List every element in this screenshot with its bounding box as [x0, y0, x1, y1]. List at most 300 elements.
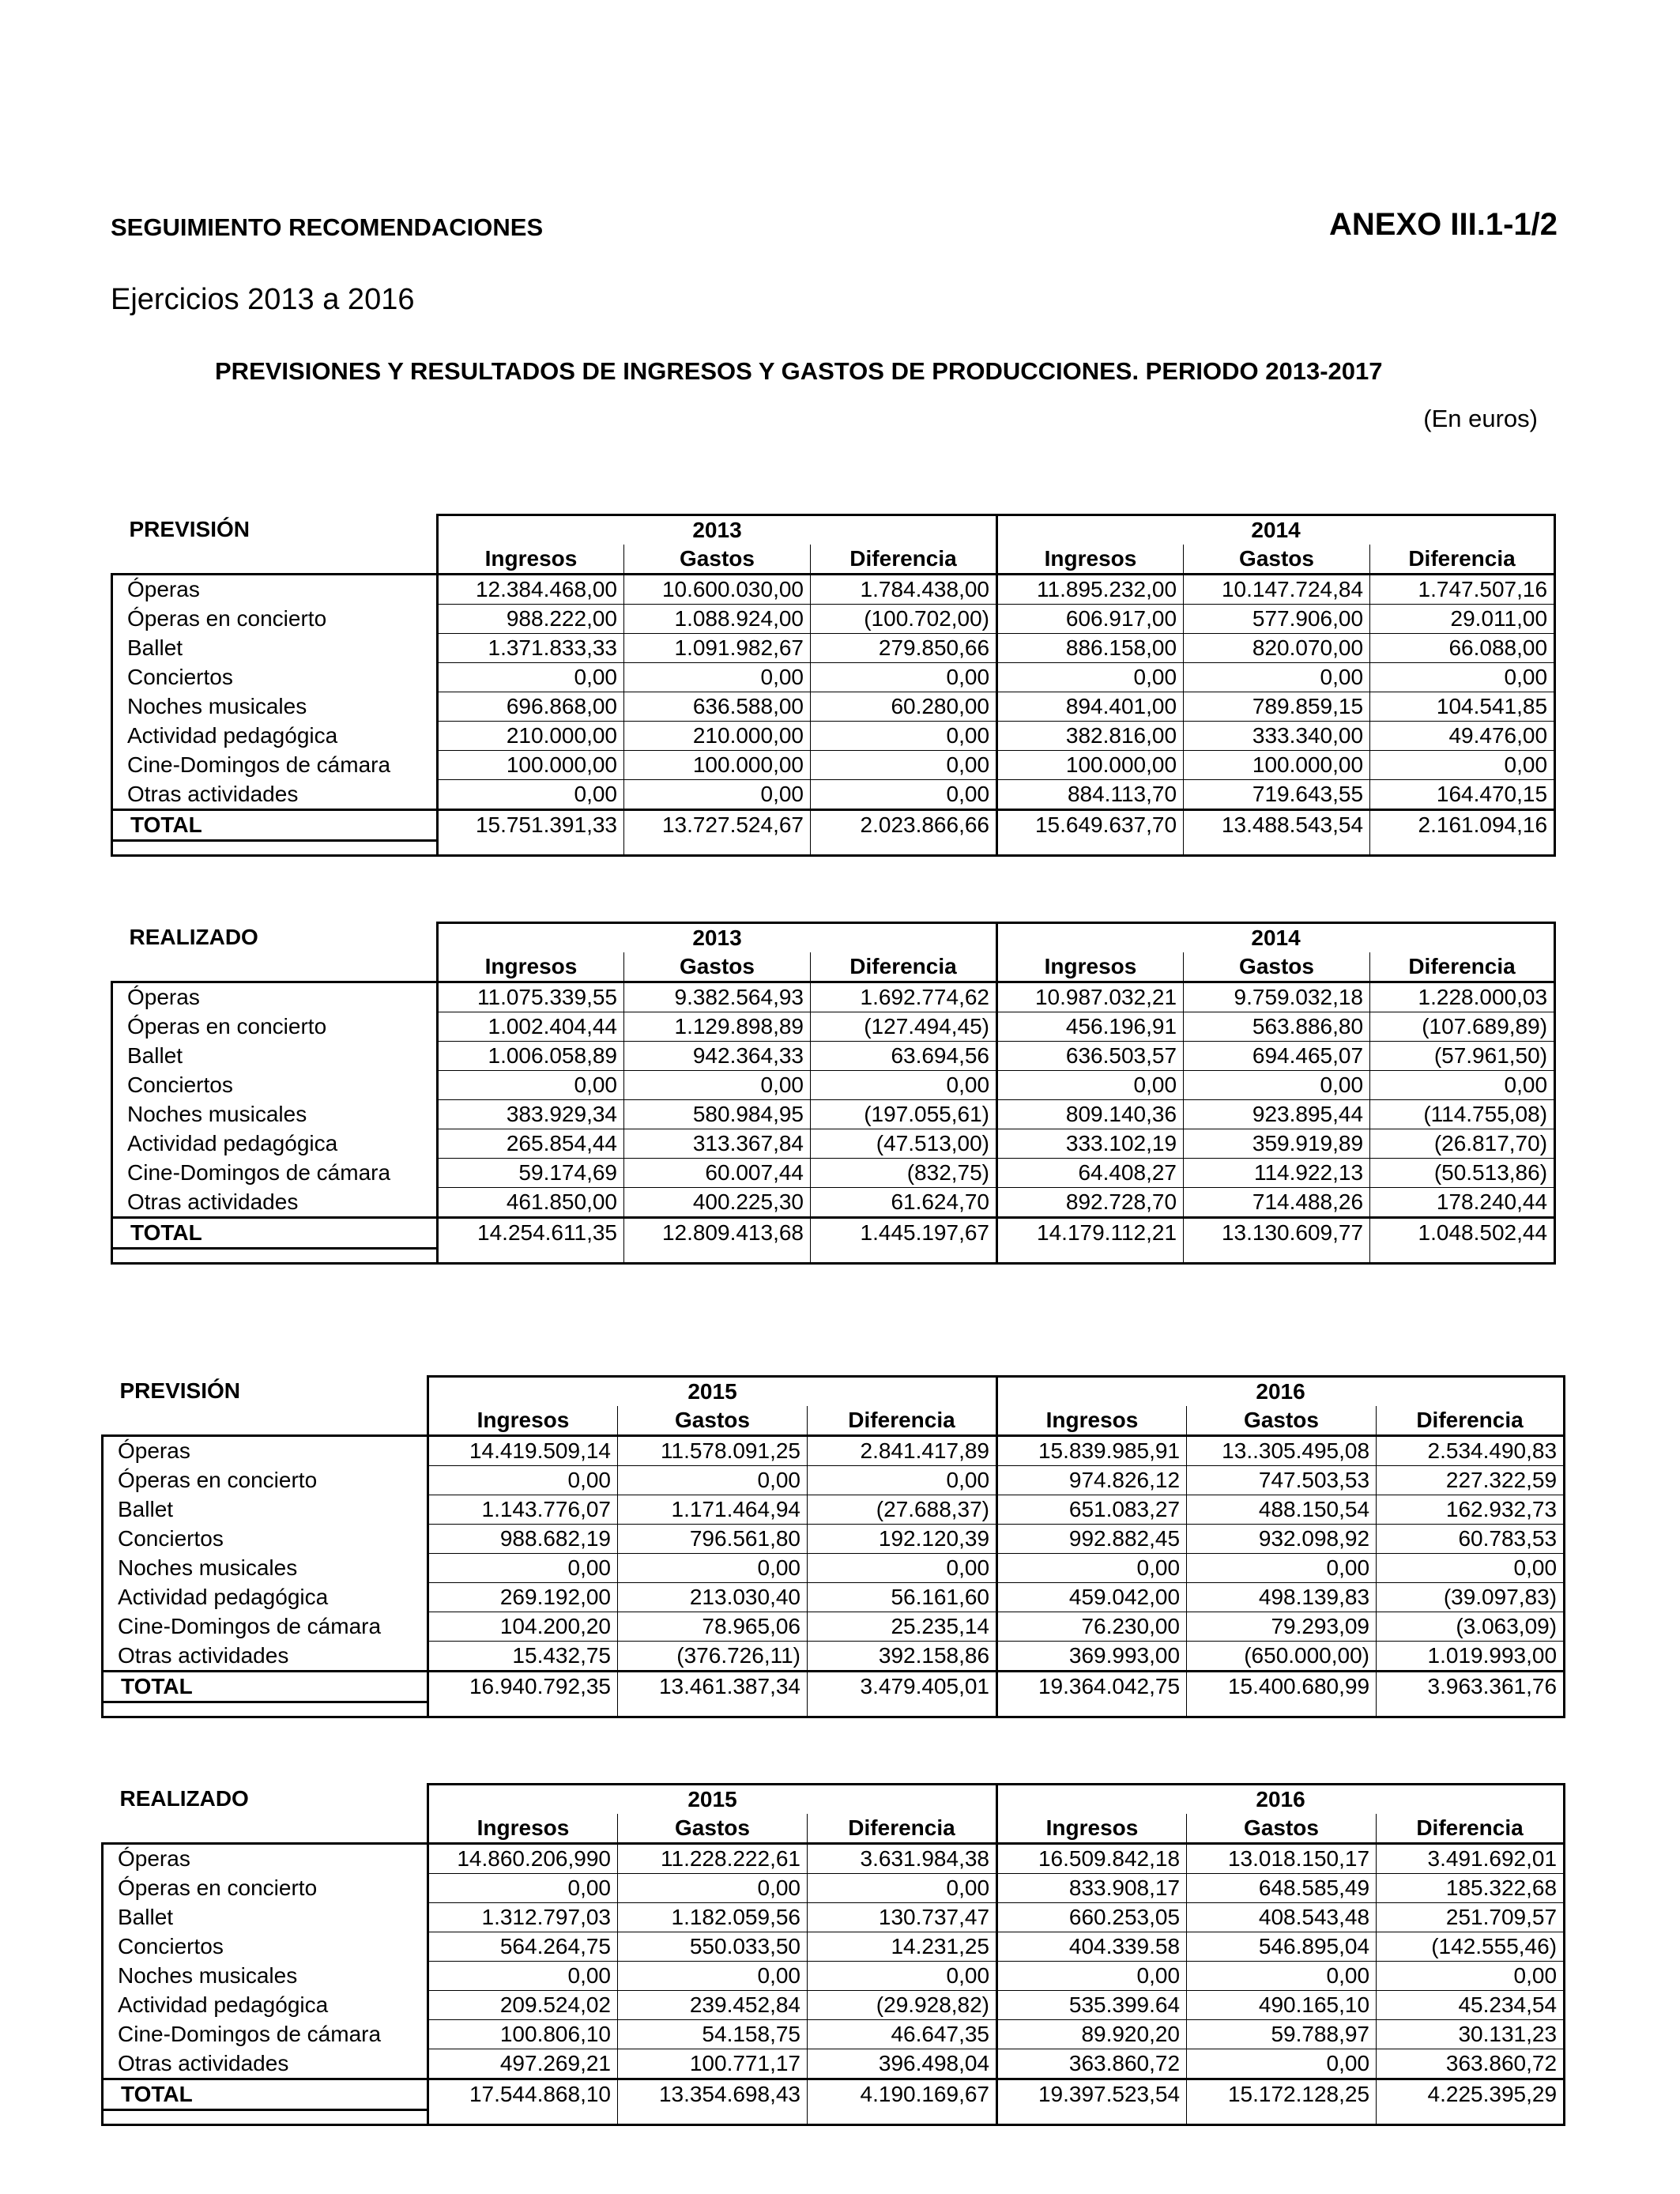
- cell-value: 0,00: [811, 722, 997, 751]
- row-label: Óperas en concierto: [112, 605, 438, 634]
- col-header-diferencia: Diferencia: [1377, 1814, 1565, 1844]
- cell-value: 488.150,54: [1187, 1495, 1377, 1525]
- row-label: Ballet: [112, 634, 438, 663]
- total-value: 12.809.413,68: [624, 1218, 811, 1249]
- table-realizado-2013-2014: [111, 922, 1554, 1265]
- cell-value: 333.102,19: [997, 1129, 1184, 1159]
- cell-value: 0,00: [997, 1962, 1187, 1991]
- cell-value: 114.922,13: [1184, 1159, 1370, 1188]
- cell-value: 1.182.059,56: [618, 1903, 808, 1932]
- row-label: Ballet: [112, 1042, 438, 1071]
- cell-value: 408.543,48: [1187, 1903, 1377, 1932]
- section-label: PREVISIÓN: [119, 1378, 240, 1404]
- row-label: Cine-Domingos de cámara: [103, 1612, 428, 1642]
- total-value: 1.048.502,44: [1370, 1218, 1555, 1249]
- cell-value: 1.371.833,33: [438, 634, 624, 663]
- row-label: Actividad pedagógica: [103, 1991, 428, 2020]
- row-label: Ballet: [103, 1495, 428, 1525]
- cell-value: 30.131,23: [1377, 2020, 1565, 2049]
- table-row: [112, 1159, 1555, 1188]
- cell-value: 1.692.774,62: [811, 982, 997, 1012]
- total-label: TOTAL: [103, 2079, 428, 2110]
- row-label: Noches musicales: [103, 1554, 428, 1583]
- row-label: Óperas: [103, 1844, 428, 1874]
- col-header-gastos: Gastos: [1187, 1406, 1377, 1436]
- header-left: SEGUIMIENTO RECOMENDACIONES: [111, 213, 544, 241]
- total-value: 19.397.523,54: [997, 2079, 1187, 2110]
- row-label: Óperas en concierto: [112, 1012, 438, 1042]
- col-header-diferencia: Diferencia: [1377, 1406, 1565, 1436]
- cell-value: 0,00: [428, 1962, 618, 1991]
- cell-value: (100.702,00): [811, 605, 997, 634]
- cell-value: 0,00: [1184, 1071, 1370, 1100]
- cell-value: 833.908,17: [997, 1874, 1187, 1903]
- row-label: Óperas: [112, 575, 438, 605]
- cell-value: 100.000,00: [997, 751, 1184, 780]
- cell-value: (50.513,86): [1370, 1159, 1555, 1188]
- total-value: 4.225.395,29: [1377, 2079, 1565, 2110]
- total-label: TOTAL: [112, 810, 438, 841]
- cell-value: 0,00: [808, 1466, 997, 1495]
- table-row: [103, 1932, 1565, 1962]
- table-row: [112, 751, 1555, 780]
- total-value: 13.461.387,34: [618, 1672, 808, 1702]
- cell-value: 694.465,07: [1184, 1042, 1370, 1071]
- row-label: Otras actividades: [112, 1188, 438, 1218]
- cell-value: (57.961,50): [1370, 1042, 1555, 1071]
- cell-value: 796.561,80: [618, 1525, 808, 1554]
- cell-value: 46.647,35: [808, 2020, 997, 2049]
- cell-value: 64.408,27: [997, 1159, 1184, 1188]
- cell-value: 546.895,04: [1187, 1932, 1377, 1962]
- cell-value: 45.234,54: [1377, 1991, 1565, 2020]
- cell-value: 396.498,04: [808, 2049, 997, 2079]
- cell-value: 210.000,00: [624, 722, 811, 751]
- total-row: [112, 810, 1555, 841]
- cell-value: 1.228.000,03: [1370, 982, 1555, 1012]
- cell-value: (142.555,46): [1377, 1932, 1565, 1962]
- col-header-gastos: Gastos: [1187, 1814, 1377, 1844]
- total-value: 13.354.698,43: [618, 2079, 808, 2110]
- cell-value: 164.470,15: [1370, 780, 1555, 810]
- cell-value: 333.340,00: [1184, 722, 1370, 751]
- cell-value: 392.158,86: [808, 1642, 997, 1672]
- cell-value: 100.771,17: [618, 2049, 808, 2079]
- row-label: Noches musicales: [103, 1962, 428, 1991]
- cell-value: 0,00: [624, 663, 811, 692]
- cell-value: 0,00: [438, 780, 624, 810]
- cell-value: 0,00: [997, 1554, 1187, 1583]
- units-note: (En euros): [1423, 405, 1538, 432]
- total-value: 15.172.128,25: [1187, 2079, 1377, 2110]
- cell-value: 10.987.032,21: [997, 982, 1184, 1012]
- cell-value: 11.895.232,00: [997, 575, 1184, 605]
- row-label: Otras actividades: [112, 780, 438, 810]
- table-row: [103, 1495, 1565, 1525]
- cell-value: 459.042,00: [997, 1583, 1187, 1612]
- section-label: REALIZADO: [129, 925, 258, 950]
- table-row: [103, 2049, 1565, 2079]
- year-header: 2015: [428, 1377, 997, 1407]
- cell-value: 313.367,84: [624, 1129, 811, 1159]
- col-header-diferencia: Diferencia: [811, 952, 997, 982]
- cell-value: 59.788,97: [1187, 2020, 1377, 2049]
- col-header-ingresos: Ingresos: [997, 1406, 1187, 1436]
- table-prevision-2015-2016: [101, 1375, 1563, 1718]
- col-header-gastos: Gastos: [624, 545, 811, 575]
- cell-value: 185.322,68: [1377, 1874, 1565, 1903]
- cell-value: 942.364,33: [624, 1042, 811, 1071]
- cell-value: 0,00: [997, 1071, 1184, 1100]
- cell-value: 497.269,21: [428, 2049, 618, 2079]
- cell-value: 60.280,00: [811, 692, 997, 722]
- table-realizado-2015-2016: [101, 1783, 1563, 2126]
- cell-value: (197.055,61): [811, 1100, 997, 1129]
- col-header-ingresos: Ingresos: [438, 545, 624, 575]
- annex-code: ANEXO III.1-1/2: [1329, 207, 1558, 242]
- col-header-diferencia: Diferencia: [1370, 952, 1555, 982]
- year-header: 2013: [438, 923, 997, 953]
- cell-value: (26.817,70): [1370, 1129, 1555, 1159]
- cell-value: (3.063,09): [1377, 1612, 1565, 1642]
- cell-value: 0,00: [428, 1554, 618, 1583]
- row-label: Conciertos: [112, 663, 438, 692]
- cell-value: 16.509.842,18: [997, 1844, 1187, 1874]
- total-value: 19.364.042,75: [997, 1672, 1187, 1702]
- cell-value: (114.755,08): [1370, 1100, 1555, 1129]
- table-row: [112, 722, 1555, 751]
- year-header: 2015: [428, 1785, 997, 1815]
- cell-value: 59.174,69: [438, 1159, 624, 1188]
- section-label: REALIZADO: [119, 1786, 249, 1811]
- cell-value: 0,00: [428, 1466, 618, 1495]
- page-title: PREVISIONES Y RESULTADOS DE INGRESOS Y GASTOS DE PRODUCCIONES. PERIODO 2013-2017: [215, 357, 1383, 385]
- cell-value: 992.882,45: [997, 1525, 1187, 1554]
- cell-value: 15.839.985,91: [997, 1436, 1187, 1466]
- col-header-ingresos: Ingresos: [438, 952, 624, 982]
- col-header-gastos: Gastos: [1184, 952, 1370, 982]
- cell-value: 651.083,27: [997, 1495, 1187, 1525]
- table-row: [103, 1466, 1565, 1495]
- cell-value: 363.860,72: [1377, 2049, 1565, 2079]
- cell-value: 404.339.58: [997, 1932, 1187, 1962]
- cell-value: 0,00: [1377, 1962, 1565, 1991]
- total-value: 13.488.543,54: [1184, 810, 1370, 841]
- cell-value: 49.476,00: [1370, 722, 1555, 751]
- table-row: [103, 2020, 1565, 2049]
- cell-value: 0,00: [624, 780, 811, 810]
- table-row: [112, 1188, 1555, 1218]
- row-label: Óperas en concierto: [103, 1874, 428, 1903]
- cell-value: 100.000,00: [438, 751, 624, 780]
- cell-value: 1.143.776,07: [428, 1495, 618, 1525]
- col-header-diferencia: Diferencia: [808, 1814, 997, 1844]
- cell-value: 0,00: [808, 1874, 997, 1903]
- cell-value: 892.728,70: [997, 1188, 1184, 1218]
- total-value: 2.023.866,66: [811, 810, 997, 841]
- cell-value: 714.488,26: [1184, 1188, 1370, 1218]
- cell-value: 279.850,66: [811, 634, 997, 663]
- year-header: 2016: [997, 1377, 1565, 1407]
- table-row: [112, 575, 1555, 605]
- total-row: [103, 1672, 1565, 1702]
- cell-value: 0,00: [1370, 751, 1555, 780]
- cell-value: (376.726,11): [618, 1642, 808, 1672]
- table-prevision-2013-2014: [111, 514, 1554, 857]
- cell-value: 54.158,75: [618, 2020, 808, 2049]
- row-label: Cine-Domingos de cámara: [112, 1159, 438, 1188]
- cell-value: 0,00: [1184, 663, 1370, 692]
- table-row: [112, 1042, 1555, 1071]
- cell-value: 15.432,75: [428, 1642, 618, 1672]
- cell-value: 550.033,50: [618, 1932, 808, 1962]
- cell-value: 11.578.091,25: [618, 1436, 808, 1466]
- cell-value: 606.917,00: [997, 605, 1184, 634]
- cell-value: (127.494,45): [811, 1012, 997, 1042]
- col-header-diferencia: Diferencia: [1370, 545, 1555, 575]
- cell-value: 56.161,60: [808, 1583, 997, 1612]
- cell-value: 383.929,34: [438, 1100, 624, 1129]
- table-row: [103, 1525, 1565, 1554]
- cell-value: 0,00: [808, 1554, 997, 1583]
- row-label: Noches musicales: [112, 692, 438, 722]
- cell-value: 0,00: [1187, 2049, 1377, 2079]
- cell-value: 209.524,02: [428, 1991, 618, 2020]
- cell-value: 1.129.898,89: [624, 1012, 811, 1042]
- table-row: [103, 1874, 1565, 1903]
- cell-value: 886.158,00: [997, 634, 1184, 663]
- cell-value: 10.600.030,00: [624, 575, 811, 605]
- section-label: PREVISIÓN: [129, 517, 250, 542]
- cell-value: 265.854,44: [438, 1129, 624, 1159]
- cell-value: 29.011,00: [1370, 605, 1555, 634]
- cell-value: 884.113,70: [997, 780, 1184, 810]
- cell-value: 104.200,20: [428, 1612, 618, 1642]
- table-row: [103, 1554, 1565, 1583]
- cell-value: 25.235,14: [808, 1612, 997, 1642]
- cell-value: 9.382.564,93: [624, 982, 811, 1012]
- cell-value: (47.513,00): [811, 1129, 997, 1159]
- table-row: [112, 1100, 1555, 1129]
- total-value: 3.479.405,01: [808, 1672, 997, 1702]
- cell-value: 104.541,85: [1370, 692, 1555, 722]
- cell-value: (832,75): [811, 1159, 997, 1188]
- total-value: 4.190.169,67: [808, 2079, 997, 2110]
- cell-value: 0,00: [428, 1874, 618, 1903]
- cell-value: 89.920,20: [997, 2020, 1187, 2049]
- cell-value: 251.709,57: [1377, 1903, 1565, 1932]
- table-row: [112, 663, 1555, 692]
- cell-value: (107.689,89): [1370, 1012, 1555, 1042]
- table-row: [103, 1903, 1565, 1932]
- cell-value: 490.165,10: [1187, 1991, 1377, 2020]
- table-row: [103, 1612, 1565, 1642]
- total-value: 15.649.637,70: [997, 810, 1184, 841]
- cell-value: 894.401,00: [997, 692, 1184, 722]
- cell-value: 2.841.417,89: [808, 1436, 997, 1466]
- col-header-ingresos: Ingresos: [997, 1814, 1187, 1844]
- row-label: Ballet: [103, 1903, 428, 1932]
- cell-value: 0,00: [618, 1962, 808, 1991]
- cell-value: 747.503,53: [1187, 1466, 1377, 1495]
- table-row: [112, 982, 1555, 1012]
- cell-value: 14.231,25: [808, 1932, 997, 1962]
- row-label: Cine-Domingos de cámara: [103, 2020, 428, 2049]
- row-label: Óperas en concierto: [103, 1466, 428, 1495]
- cell-value: 820.070,00: [1184, 634, 1370, 663]
- cell-value: 369.993,00: [997, 1642, 1187, 1672]
- cell-value: 0,00: [997, 663, 1184, 692]
- year-header: 2016: [997, 1785, 1565, 1815]
- cell-value: 0,00: [808, 1962, 997, 1991]
- cell-value: 0,00: [438, 1071, 624, 1100]
- table-row: [103, 1844, 1565, 1874]
- cell-value: 0,00: [811, 1071, 997, 1100]
- cell-value: 1.002.404,44: [438, 1012, 624, 1042]
- cell-value: 932.098,92: [1187, 1525, 1377, 1554]
- total-value: 13.727.524,67: [624, 810, 811, 841]
- cell-value: 577.906,00: [1184, 605, 1370, 634]
- cell-value: 0,00: [1187, 1554, 1377, 1583]
- col-header-diferencia: Diferencia: [811, 545, 997, 575]
- cell-value: 563.886,80: [1184, 1012, 1370, 1042]
- cell-value: 719.643,55: [1184, 780, 1370, 810]
- total-row: [103, 2079, 1565, 2110]
- row-label: Noches musicales: [112, 1100, 438, 1129]
- cell-value: 923.895,44: [1184, 1100, 1370, 1129]
- cell-value: 1.091.982,67: [624, 634, 811, 663]
- row-label: Actividad pedagógica: [112, 722, 438, 751]
- total-value: 15.400.680,99: [1187, 1672, 1377, 1702]
- table-row: [103, 1991, 1565, 2020]
- cell-value: 580.984,95: [624, 1100, 811, 1129]
- cell-value: 100.000,00: [1184, 751, 1370, 780]
- cell-value: 3.631.984,38: [808, 1844, 997, 1874]
- cell-value: 14.419.509,14: [428, 1436, 618, 1466]
- cell-value: 63.694,56: [811, 1042, 997, 1071]
- col-header-gastos: Gastos: [1184, 545, 1370, 575]
- col-header-gastos: Gastos: [618, 1406, 808, 1436]
- total-value: 13.130.609,77: [1184, 1218, 1370, 1249]
- cell-value: 0,00: [624, 1071, 811, 1100]
- table-row: [103, 1642, 1565, 1672]
- cell-value: 100.000,00: [624, 751, 811, 780]
- cell-value: 9.759.032,18: [1184, 982, 1370, 1012]
- row-label: Óperas: [112, 982, 438, 1012]
- total-value: 1.445.197,67: [811, 1218, 997, 1249]
- cell-value: 696.868,00: [438, 692, 624, 722]
- row-label: Conciertos: [112, 1071, 438, 1100]
- row-label: Cine-Domingos de cámara: [112, 751, 438, 780]
- total-value: 15.751.391,33: [438, 810, 624, 841]
- cell-value: 382.816,00: [997, 722, 1184, 751]
- cell-value: 0,00: [618, 1874, 808, 1903]
- total-value: 3.963.361,76: [1377, 1672, 1565, 1702]
- table-row: [112, 1129, 1555, 1159]
- cell-value: 636.588,00: [624, 692, 811, 722]
- cell-value: 178.240,44: [1370, 1188, 1555, 1218]
- cell-value: 0,00: [1370, 663, 1555, 692]
- cell-value: 660.253,05: [997, 1903, 1187, 1932]
- cell-value: 0,00: [438, 663, 624, 692]
- total-value: 2.161.094,16: [1370, 810, 1555, 841]
- cell-value: 12.384.468,00: [438, 575, 624, 605]
- cell-value: 2.534.490,83: [1377, 1436, 1565, 1466]
- table-row: [112, 605, 1555, 634]
- cell-value: (27.688,37): [808, 1495, 997, 1525]
- year-header: 2013: [438, 515, 997, 545]
- cell-value: 789.859,15: [1184, 692, 1370, 722]
- col-header-ingresos: Ingresos: [428, 1406, 618, 1436]
- cell-value: 60.783,53: [1377, 1525, 1565, 1554]
- cell-value: 535.399.64: [997, 1991, 1187, 2020]
- cell-value: 78.965,06: [618, 1612, 808, 1642]
- cell-value: 0,00: [811, 780, 997, 810]
- cell-value: 210.000,00: [438, 722, 624, 751]
- cell-value: 1.006.058,89: [438, 1042, 624, 1071]
- cell-value: 1.019.993,00: [1377, 1642, 1565, 1672]
- cell-value: 61.624,70: [811, 1188, 997, 1218]
- cell-value: 239.452,84: [618, 1991, 808, 2020]
- cell-value: 0,00: [618, 1554, 808, 1583]
- cell-value: 192.120,39: [808, 1525, 997, 1554]
- cell-value: 636.503,57: [997, 1042, 1184, 1071]
- cell-value: 809.140,36: [997, 1100, 1184, 1129]
- cell-value: 3.491.692,01: [1377, 1844, 1565, 1874]
- cell-value: 564.264,75: [428, 1932, 618, 1962]
- cell-value: 0,00: [1377, 1554, 1565, 1583]
- cell-value: 162.932,73: [1377, 1495, 1565, 1525]
- cell-value: 13.018.150,17: [1187, 1844, 1377, 1874]
- cell-value: 14.860.206,990: [428, 1844, 618, 1874]
- year-header: 2014: [997, 923, 1555, 953]
- cell-value: 100.806,10: [428, 2020, 618, 2049]
- col-header-diferencia: Diferencia: [808, 1406, 997, 1436]
- col-header-gastos: Gastos: [624, 952, 811, 982]
- cell-value: 648.585,49: [1187, 1874, 1377, 1903]
- cell-value: 79.293,09: [1187, 1612, 1377, 1642]
- total-label: TOTAL: [103, 1672, 428, 1702]
- cell-value: 0,00: [1187, 1962, 1377, 1991]
- subtitle: Ejercicios 2013 a 2016: [111, 283, 415, 316]
- cell-value: 13..305.495,08: [1187, 1436, 1377, 1466]
- cell-value: 60.007,44: [624, 1159, 811, 1188]
- cell-value: 988.682,19: [428, 1525, 618, 1554]
- cell-value: 456.196,91: [997, 1012, 1184, 1042]
- table-row: [112, 1071, 1555, 1100]
- table-row: [103, 1436, 1565, 1466]
- col-header-ingresos: Ingresos: [997, 952, 1184, 982]
- cell-value: 0,00: [1370, 1071, 1555, 1100]
- table-row: [112, 1012, 1555, 1042]
- cell-value: 227.322,59: [1377, 1466, 1565, 1495]
- row-label: Otras actividades: [103, 1642, 428, 1672]
- total-value: 14.179.112,21: [997, 1218, 1184, 1249]
- cell-value: 66.088,00: [1370, 634, 1555, 663]
- cell-value: 76.230,00: [997, 1612, 1187, 1642]
- cell-value: 11.075.339,55: [438, 982, 624, 1012]
- cell-value: 269.192,00: [428, 1583, 618, 1612]
- cell-value: 130.737,47: [808, 1903, 997, 1932]
- cell-value: 0,00: [811, 751, 997, 780]
- row-label: Conciertos: [103, 1525, 428, 1554]
- col-header-ingresos: Ingresos: [997, 545, 1184, 575]
- row-label: Actividad pedagógica: [112, 1129, 438, 1159]
- cell-value: 974.826,12: [997, 1466, 1187, 1495]
- total-value: 14.254.611,35: [438, 1218, 624, 1249]
- cell-value: 11.228.222,61: [618, 1844, 808, 1874]
- cell-value: 461.850,00: [438, 1188, 624, 1218]
